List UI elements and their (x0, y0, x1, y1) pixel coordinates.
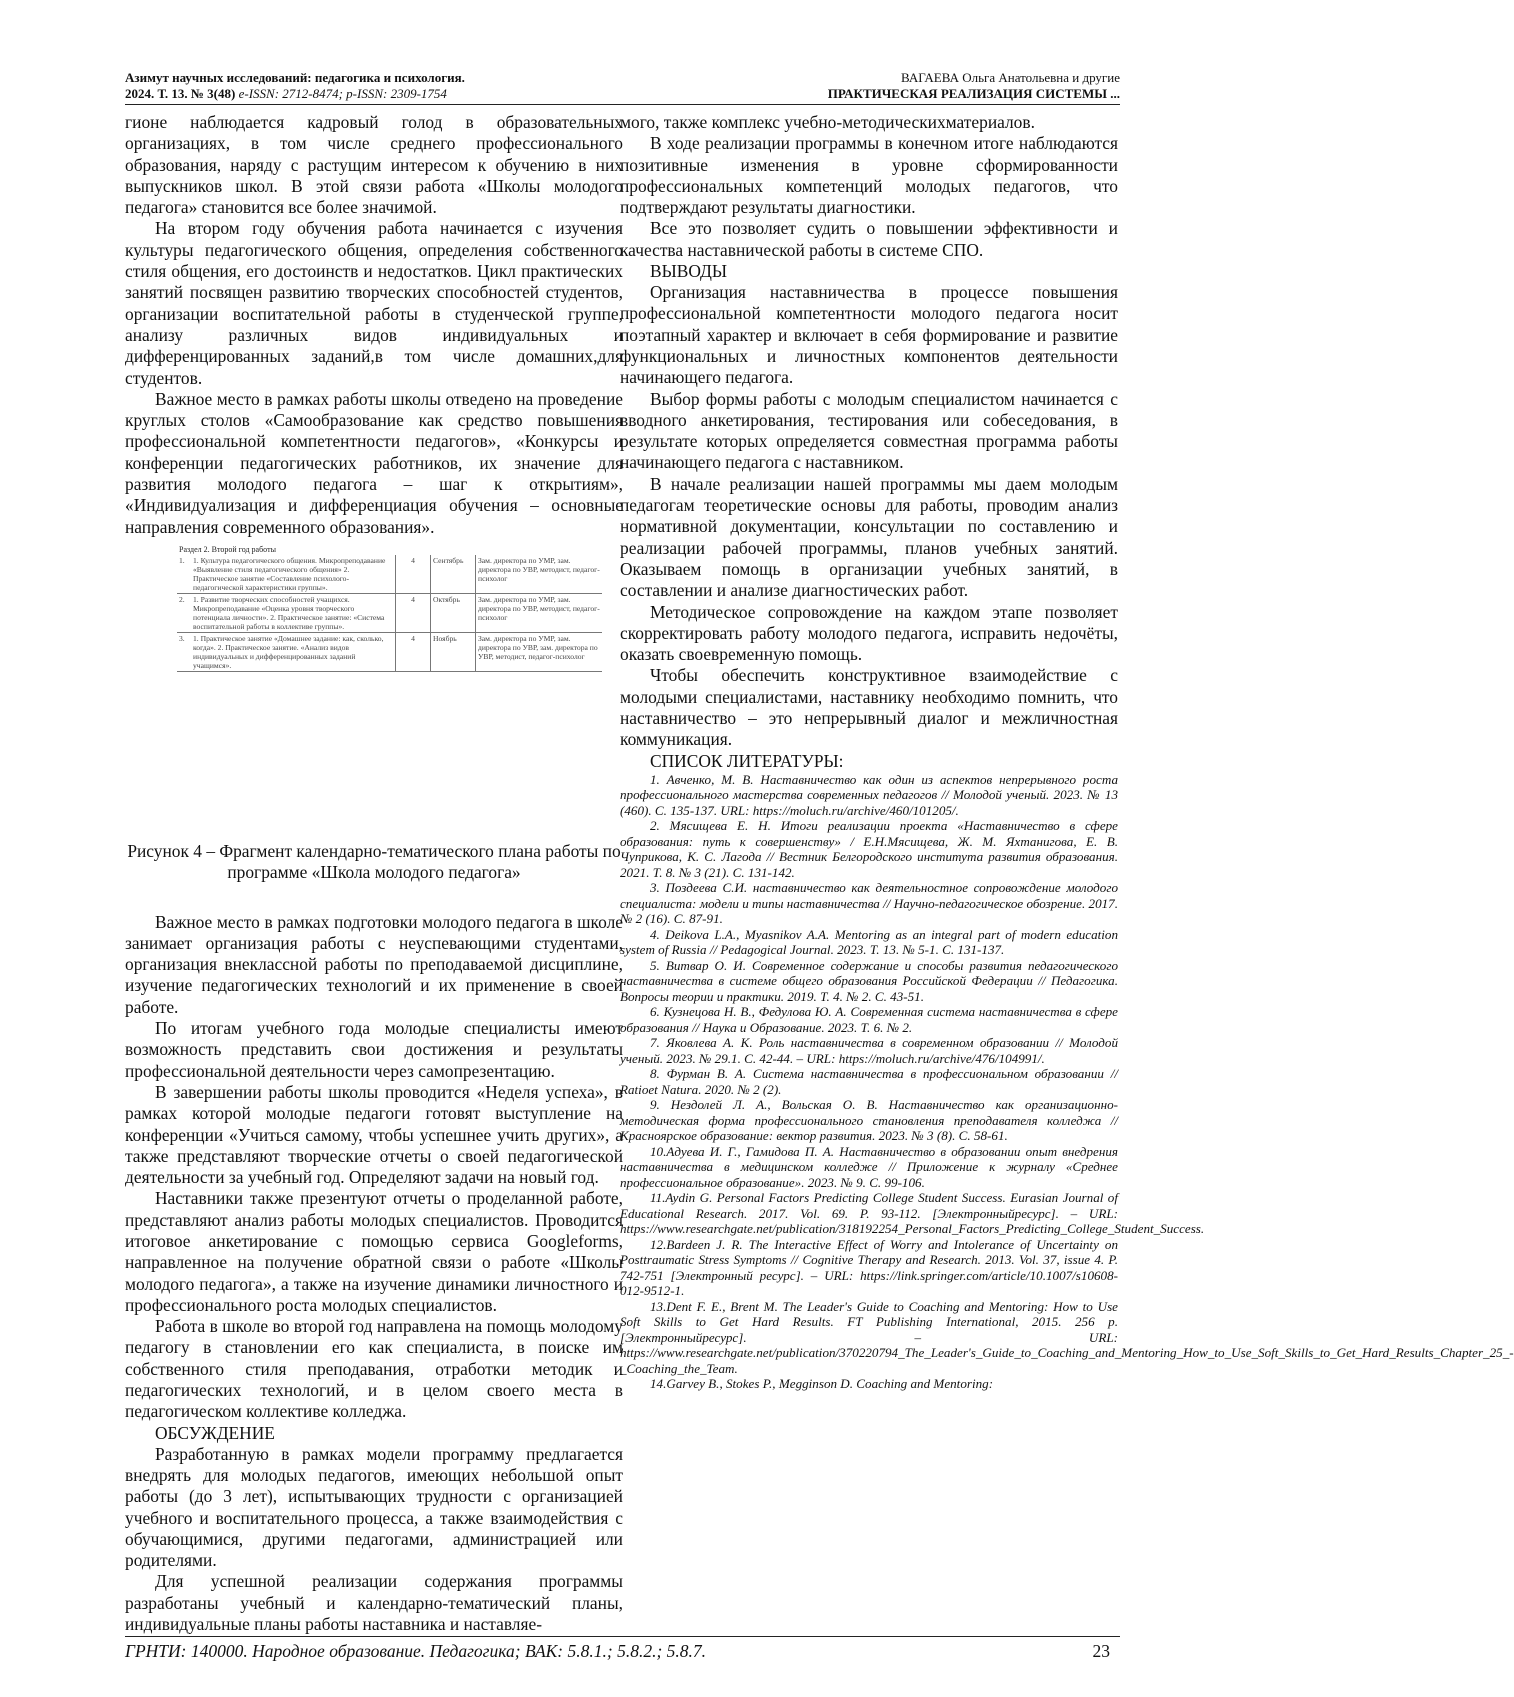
paragraph: гионе наблюдается кадровый голод в образовательных организациях, в том числе среднего профессионального образования, наряду с растущим интересом к обучению в них выпускников школ. В этой связи работа «Школы молодого педагога» становится все более значимой. (125, 112, 623, 218)
row-number: 1. (177, 555, 191, 594)
article-header (650, 70, 1120, 102)
section-heading-conclusions: ВЫВОДЫ (650, 261, 728, 282)
reference-item: 12.Bardeen J. R. The Interactive Effect of Worry and Intolerance of Uncertainty on Posttraumatic Stress Symptoms // Cognitive Therapy and Research. 2013. Vol. 37, issue 4. P. 742-751 [Электронный ресурс]. – URL: https://link.springer.com/article/10.1007/s10608-012-9512-1. (620, 1236, 1118, 1299)
paragraph: Выбор формы работы с молодым специалистом начинается с вводного анкетирования, тестирования или собеседования, в результате которых определяется совместная программа работы начинающего педагога с наставником. (620, 388, 1118, 473)
table-section-title: Раздел 2. Второй год работы (179, 544, 276, 554)
reference-item: 9. Нездолей Л. А., Вольская О. В. Наставничество как организационно-методическая форма профессионального становления преподавателя колледжа // Красноярское образование: вектор развития. 2023. № 3 (8). С. 58-61. (620, 1097, 1118, 1144)
spacer (125, 884, 623, 912)
figure-caption: Рисунок 4 – Фрагмент календарно-тематического плана работы по программе «Школа молодого педагога» (127, 840, 621, 883)
paragraph: В начале реализации нашей программы мы даем молодым педагогам теоретические основы для работы, проводим анализ нормативной документации, консультации по составлению и реализации рабочей программы, планов учебных занятий. Оказываем помощь в организации учебных занятий, в составлении и анализе диагностических работ. (620, 473, 1118, 601)
table-row (177, 593, 602, 632)
footer-rule (125, 1636, 1120, 1637)
calendar-plan-table (177, 544, 602, 672)
journal-issn: e-ISSN: 2712-8474; p-ISSN: 2309-1754 (238, 86, 447, 101)
row-hours: 4 (396, 632, 431, 671)
row-month: Октябрь (431, 593, 476, 632)
paragraph: Важное место в рамках работы школы отведено на проведение круглых столов «Самообразование как средство повышения профессиональной компетентности педагогов», «Конкурсы и конференции педагогических работников, их значение для развития молодого педагога – шаг к открытиям», «Индивидуализация и дифференциация обучения – основные направления современного образования». (125, 388, 623, 537)
paragraph: Методическое сопровождение на каждом этапе позволяет скорректировать работу молодого педагога, исправить недочёты, оказать своевременную помощь. (620, 601, 1118, 665)
right-column (620, 112, 1514, 1392)
row-topic: 1. Культура педагогического общения. Микропреподавание «Выявление стиля педагогического общения» 2. Практическое занятие «Составление психолого-педагогической характеристики группы». (191, 555, 396, 594)
journal-volume-line (125, 86, 645, 102)
reference-item: 4. Deikova L.A., Myasnikov A.A. Mentoring as an integral part of modern education system of Russia // Pedagogical Journal. 2023. Т. 13. № 5-1. С. 131-137. (620, 926, 1118, 958)
paragraph: В завершении работы школы проводится «Неделя успеха», в рамках которой молодые педагоги готовят выступление на конференции «Учиться самому, чтобы успешнее учить других», а также представляют творческие отчеты о своей педагогической деятельности за учебный год. Определяют задачи на новый год. (125, 1081, 623, 1188)
paragraph: Разработанную в рамках модели программу предлагается внедрять для молодых педагогов, имеющих небольшой опыт работы (до 3 лет), испытывающих трудности с организацией учебного и воспитательного процесса, а также взаимодействия с обучающимися, другими педагогами, администрацией или родителями. (125, 1443, 623, 1571)
row-responsible: Зам. директора по УМР, зам. директора по УВР, методист, педагог-психолог (476, 593, 603, 632)
section-heading-references: СПИСОК ЛИТЕРАТУРЫ: (650, 750, 844, 771)
row-topic: 1. Практическое занятие «Домашнее задание: как, сколько, когда». 2. Практическое занятие. «Анализ видов индивидуальных и дифференцированных заданий учащимся». (191, 632, 396, 671)
reference-item: 3. Поздеева С.И. наставничество как деятельностное сопровождение молодого специалиста: модели и типы наставничества // Научно-педагогическое обозрение. 2017. № 2 (16). С. 87-91. (620, 880, 1118, 927)
row-responsible: Зам. директора по УМР, зам. директора по УВР, зам. директора по УВР, методист, педагог-психолог (476, 632, 603, 671)
paragraph: Работа в школе во второй год направлена на помощь молодому педагогу в становлении его как специалиста, в поиске им собственного стиля преподавания, отработки методик и педагогических технологий, и в целом своего места в педагогическом коллективе колледжа. (125, 1316, 623, 1422)
paragraph: Для успешной реализации содержания программы разработаны учебный и календарно-тематический планы, индивидуальные планы работы наставника и наставляе- (125, 1571, 623, 1635)
row-number: 3. (177, 632, 191, 671)
header-rule (125, 104, 1120, 105)
reference-item: 10.Адуева И. Г., Гамидова П. А. Наставничество в образовании опыт внедрения наставничества в медицинском колледже // Приложение к журналу «Среднее профессиональное образование». 2023. № 9. С. 99-106. (620, 1143, 1118, 1190)
paragraph: Важное место в рамках подготовки молодого педагога в школе занимает организация работы с неуспевающими студентами, организация внеклассной работы по преподаваемой дисциплине, изучение педагогических технологий и их применение в своей работе. (125, 911, 623, 1017)
article-short-title: ПРАКТИЧЕСКАЯ РЕАЛИЗАЦИЯ СИСТЕМЫ ... (827, 86, 1120, 101)
paragraph: На втором году обучения работа начинается с изучения культуры педагогического общения, определения собственного стиля общения, его достоинств и недостатков. Цикл практических занятий посвящен развитию творческих способностей студентов, организации воспитательной работы в студенческой группе, анализу различных видов индивидуальных и дифференцированных заданий,в том числе домашних,для студентов. (125, 218, 623, 388)
paragraph: Чтобы обеспечить конструктивное взаимодействие с молодыми специалистами, наставнику необходимо помнить, что наставничество – это непрерывный диалог и межличностная коммуникация. (620, 665, 1118, 750)
left-column (125, 112, 623, 1635)
row-hours: 4 (396, 593, 431, 632)
paragraph: По итогам учебного года молодые специалисты имеют возможность представить свои достижения и результаты профессиональной деятельности через самопрезентацию. (125, 1018, 623, 1081)
reference-item: 6. Кузнецова Н. В., Федулова Ю. А. Современная система наставничества в сфере образования // Наука и Образование. 2023. Т. 6. № 2. (620, 1004, 1118, 1035)
row-hours: 4 (396, 555, 431, 594)
paragraph: Все это позволяет судить о повышении эффективности и качества наставнической работы в системе СПО. (620, 218, 1118, 260)
table-row (177, 555, 602, 594)
row-responsible: Зам. директора по УМР, зам. директора по УВР, методист, педагог-психолог (476, 555, 603, 594)
paragraph: мого, также комплекс учебно-методическихматериалов. (620, 112, 1035, 132)
paragraph: Наставники также презентуют отчеты о проделанной работе, представляют анализ работы молодых специалистов. Проводится итоговое анкетирование с помощью сервиса Googleforms, направленное на получение обратной связи о работе «Школы молодого педагога», а также на изучение динамики личностного и профессионального роста молодых специалистов. (125, 1188, 623, 1315)
journal-header (125, 70, 645, 102)
reference-item: 11.Aydin G. Personal Factors Predicting College Student Success. Eurasian Journal of Educational Research. 2017. Vol. 69. P. 93-112. [Электронныйресурс]. – URL: https://www.researchgate.net/publication/318192254_Personal_Factors_Predicting_College_Student_Success. (620, 1190, 1205, 1237)
table-row (177, 632, 602, 671)
footer-classification: ГРНТИ: 140000. Народное образование. Педагогика; ВАК: 5.8.1.; 5.8.2.; 5.8.7. (125, 1641, 707, 1661)
paragraph: В ходе реализации программы в конечном итоге наблюдаются позитивные изменения в уровне сформированности профессиональных компетенций молодых педагогов, что подтверждают результаты диагностики. (620, 133, 1118, 218)
reference-item: 13.Dent F. E., Brent M. The Leader's Guide to Coaching and Mentoring: How to Use Soft Skills to Get Hard Results. FT Publishing International, 2015. 256 p. [Электронныйресурс]. – URL: https://www.researchgate.net/publication/370220794_The_Leader's_Guide_to_Coaching_and_Mentoring_How_to_Use_Soft_Skills_to_Get_Hard_Results_Chapter_25_-_Coaching_the_Team. (620, 1298, 1514, 1376)
row-month: Ноябрь (431, 632, 476, 671)
row-month: Сентябрь (431, 555, 476, 594)
journal-volume: 2024. Т. 13. № 3(48) (125, 86, 236, 101)
figure-4-table (177, 544, 602, 839)
section-heading-discussion: ОБСУЖДЕНИЕ (155, 1422, 275, 1443)
row-number: 2. (177, 593, 191, 632)
journal-title: Азимут научных исследований: педагогика и психология. (125, 70, 465, 85)
row-topic: 1. Развитие творческих способностей учащихся. Микропреподавание «Оценка уровня творческого потенциала личности». 2. Практическое занятие: «Система воспитательной работы в коллективе группы». (191, 593, 396, 632)
article-authors: ВАГАЕВА Ольга Анатольевна и другие (901, 70, 1120, 85)
reference-item: 1. Авченко, М. В. Наставничество как один из аспектов непрерывного роста профессионального мастерства современных педагогов // Молодой ученый. 2023. № 13 (460). С. 135-137. URL: https://moluch.ru/archive/460/101205/. (620, 771, 1118, 818)
page-footer (125, 1641, 1120, 1662)
reference-item: 7. Яковлева А. К. Роль наставничества в современном образовании // Молодой ученый. 2023. № 29.1. С. 42-44. – URL: https://moluch.ru/archive/476/104991/. (620, 1035, 1118, 1066)
page-number: 23 (1092, 1641, 1110, 1661)
reference-item: 5. Витвар О. И. Современное содержание и способы развития педагогического наставничества в системе общего образования Российской Федерации // Педагогика. Вопросы теории и практики. 2019. Т. 4. № 2. С. 43-51. (620, 957, 1118, 1004)
reference-item: 8. Фурман В. А. Система наставничества в профессиональном образовании // Ratioet Natura. 2020. № 2 (2). (620, 1066, 1118, 1097)
paragraph: Организация наставничества в процессе повышения профессиональной компетентности молодого педагога носит поэтапный характер и включает в себя формирование и развитие функциональных и личностных компонентов деятельности начинающего педагога. (620, 282, 1118, 388)
reference-list (620, 771, 1514, 1392)
reference-item: 14.Garvey B., Stokes P., Megginson D. Coaching and Mentoring: (650, 1376, 994, 1392)
reference-item: 2. Мясищева Е. Н. Итоги реализации проекта «Наставничество в сфере образования: путь к совершенству» / Е.Н.Мясищева, Ж. М. Яхтанигова, Е. В. Чуприкова, К. С. Лагода // Вестник Белгородского института развития образования. 2021. Т. 8. № 3 (21). С. 131-142. (620, 818, 1118, 880)
